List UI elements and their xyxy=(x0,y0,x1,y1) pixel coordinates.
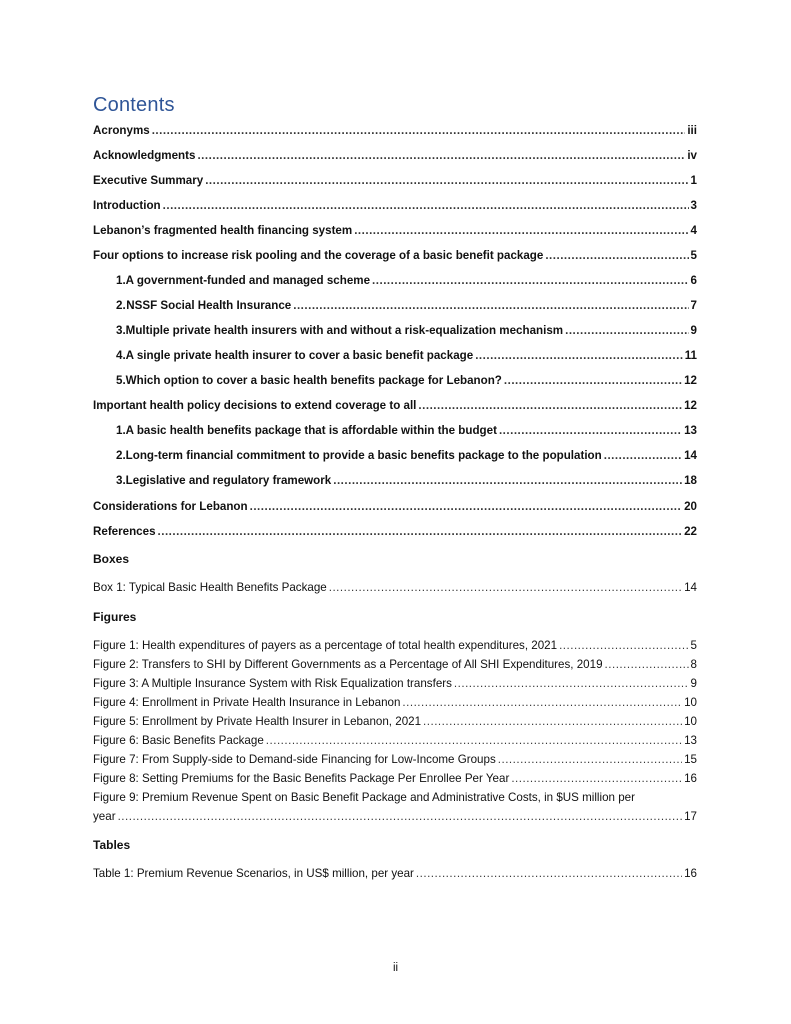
dot-leader xyxy=(354,224,688,238)
toc-entry-title: Introduction xyxy=(93,199,161,212)
dot-leader xyxy=(163,199,689,213)
toc-entry-page: 11 xyxy=(684,349,697,362)
toc-subentry-option-5[interactable] xyxy=(116,374,697,388)
toc-subentry-option-4[interactable] xyxy=(116,349,697,363)
list-item-figure-6[interactable] xyxy=(93,734,697,748)
dot-leader xyxy=(511,772,682,786)
list-item-page: 17 xyxy=(684,810,697,823)
toc-subentry-option-1[interactable] xyxy=(116,274,697,288)
list-item-table-1[interactable] xyxy=(93,867,697,881)
list-item-page: 8 xyxy=(690,658,697,671)
list-item-figure-4[interactable] xyxy=(93,696,697,710)
list-item-figure-9[interactable] xyxy=(93,810,697,824)
dot-leader xyxy=(293,299,688,313)
toc-entry-title: Acronyms xyxy=(93,124,150,137)
toc-entry-number: 2. xyxy=(116,299,126,312)
toc-entry-title: Legislative and regulatory framework xyxy=(125,474,332,487)
toc-entry-page: 12 xyxy=(684,374,697,387)
list-item-page: 16 xyxy=(684,772,697,785)
dot-leader xyxy=(454,677,689,691)
contents-heading: Contents xyxy=(93,94,175,116)
toc-entry-title: A government-funded and managed scheme xyxy=(125,274,371,287)
toc-entry-four-options[interactable] xyxy=(93,249,697,263)
toc-entry-considerations[interactable] xyxy=(93,500,697,514)
toc-entry-title: Important health policy decisions to extend coverage to all xyxy=(93,399,417,412)
list-item-figure-7[interactable] xyxy=(93,753,697,767)
list-item-figure-8[interactable] xyxy=(93,772,697,786)
tables-section-heading: Tables xyxy=(93,838,131,852)
list-item-page: 14 xyxy=(684,581,697,594)
dot-leader xyxy=(504,374,682,388)
toc-entry-title: A basic health benefits package that is affordable within the budget xyxy=(125,424,497,437)
dot-leader xyxy=(499,424,682,438)
toc-entry-acknowledgments[interactable] xyxy=(93,149,697,163)
toc-entry-title: Executive Summary xyxy=(93,174,204,187)
list-item-title: Figure 5: Enrollment by Private Health Insurer in Lebanon, 2021 xyxy=(93,715,422,728)
toc-entry-title: A single private health insurer to cover a basic benefit package xyxy=(125,349,474,362)
toc-entry-title: NSSF Social Health Insurance xyxy=(126,299,292,312)
boxes-section-heading: Boxes xyxy=(93,552,130,566)
toc-entry-title: Multiple private health insurers with and without a risk-equalization mechanism xyxy=(125,324,564,337)
toc-entry-title: Long-term financial commitment to provide a basic benefits package to the population xyxy=(125,449,602,462)
list-item-page: 16 xyxy=(684,867,697,880)
toc-entry-number: 1. xyxy=(116,424,126,437)
toc-entry-page: 14 xyxy=(684,449,697,462)
dot-leader xyxy=(402,696,682,710)
list-item-title: Figure 3: A Multiple Insurance System with Risk Equalization transfers xyxy=(93,677,452,690)
dot-leader xyxy=(197,149,685,163)
toc-entry-page: 13 xyxy=(684,424,697,437)
toc-entry-page: 4 xyxy=(690,224,697,237)
dot-leader xyxy=(559,639,688,653)
toc-entry-page: 6 xyxy=(690,274,697,287)
list-item-figure-9-line1[interactable]: Figure 9: Premium Revenue Spent on Basic Benefit Package and Administrative Costs, in $US million per xyxy=(93,791,635,804)
dot-leader xyxy=(423,715,682,729)
toc-entry-page: 3 xyxy=(690,199,697,212)
list-item-figure-1[interactable] xyxy=(93,639,697,653)
toc-entry-references[interactable] xyxy=(93,525,697,539)
toc-entry-page: iv xyxy=(687,149,697,162)
toc-entry-number: 1. xyxy=(116,274,126,287)
toc-entry-page: iii xyxy=(687,124,697,137)
page-number: ii xyxy=(392,962,399,974)
toc-subentry-decision-2[interactable] xyxy=(116,449,697,463)
toc-entry-fragmented-system[interactable] xyxy=(93,224,697,238)
toc-subentry-decision-3[interactable] xyxy=(116,474,697,488)
toc-entry-policy-decisions[interactable] xyxy=(93,399,697,413)
dot-leader xyxy=(152,124,686,138)
toc-subentry-option-2[interactable] xyxy=(116,299,697,313)
dot-leader xyxy=(266,734,682,748)
toc-entry-page: 9 xyxy=(690,324,697,337)
toc-entry-number: 3. xyxy=(116,324,126,337)
toc-subentry-option-3[interactable] xyxy=(116,324,697,338)
list-item-page: 5 xyxy=(690,639,697,652)
dot-leader xyxy=(118,810,683,824)
dot-leader xyxy=(565,324,688,338)
dot-leader xyxy=(205,174,688,188)
dot-leader xyxy=(545,249,688,263)
toc-entry-page: 18 xyxy=(684,474,697,487)
list-item-title: Figure 7: From Supply-side to Demand-side Financing for Low-Income Groups xyxy=(93,753,496,766)
toc-entry-page: 12 xyxy=(684,399,697,412)
toc-entry-title: Considerations for Lebanon xyxy=(93,500,248,513)
toc-entry-title: Acknowledgments xyxy=(93,149,196,162)
toc-entry-title: References xyxy=(93,525,156,538)
dot-leader xyxy=(498,753,682,767)
list-item-title: Figure 6: Basic Benefits Package xyxy=(93,734,264,747)
list-item-title: year xyxy=(93,810,116,823)
dot-leader xyxy=(333,474,682,488)
toc-entry-number: 2. xyxy=(116,449,126,462)
figures-section-heading: Figures xyxy=(93,610,137,624)
toc-entry-page: 5 xyxy=(690,249,697,262)
toc-entry-number: 3. xyxy=(116,474,126,487)
toc-entry-executive-summary[interactable] xyxy=(93,174,697,188)
dot-leader xyxy=(158,525,683,539)
list-item-title: Figure 1: Health expenditures of payers as a percentage of total health expenditures, 2021 xyxy=(93,639,558,652)
list-item-page: 10 xyxy=(684,696,697,709)
list-item-title: Table 1: Premium Revenue Scenarios, in US$ million, per year xyxy=(93,867,414,880)
list-item-figure-3[interactable] xyxy=(93,677,697,691)
list-item-page: 9 xyxy=(690,677,697,690)
list-item-page: 15 xyxy=(684,753,697,766)
list-item-figure-2[interactable] xyxy=(93,658,697,672)
toc-entry-title: Four options to increase risk pooling and the coverage of a basic benefit package xyxy=(93,249,544,262)
dot-leader xyxy=(475,349,683,363)
toc-entry-page: 7 xyxy=(690,299,697,312)
dot-leader xyxy=(604,449,682,463)
dot-leader xyxy=(329,581,682,595)
dot-leader xyxy=(250,500,683,514)
list-item-box-1[interactable] xyxy=(93,581,697,595)
toc-subentry-decision-1[interactable] xyxy=(116,424,697,438)
toc-entry-number: 5. xyxy=(116,374,126,387)
dot-leader xyxy=(418,399,682,413)
toc-entry-page: 20 xyxy=(684,500,697,513)
toc-entry-page: 22 xyxy=(684,525,697,538)
toc-entry-number: 4. xyxy=(116,349,126,362)
dot-leader xyxy=(605,658,689,672)
list-item-title: Figure 8: Setting Premiums for the Basic Benefits Package Per Enrollee Per Year xyxy=(93,772,510,785)
dot-leader xyxy=(416,867,682,881)
list-item-figure-5[interactable] xyxy=(93,715,697,729)
toc-entry-introduction[interactable] xyxy=(93,199,697,213)
dot-leader xyxy=(372,274,689,288)
toc-entry-page: 1 xyxy=(690,174,697,187)
list-item-title: Figure 2: Transfers to SHI by Different Governments as a Percentage of All SHI Expenditures, 2019 xyxy=(93,658,603,671)
list-item-title: Box 1: Typical Basic Health Benefits Package xyxy=(93,581,327,594)
toc-entry-title: Which option to cover a basic health benefits package for Lebanon? xyxy=(125,374,502,387)
list-item-page: 10 xyxy=(684,715,697,728)
toc-entry-acronyms[interactable] xyxy=(93,124,697,138)
list-item-page: 13 xyxy=(684,734,697,747)
list-item-title: Figure 4: Enrollment in Private Health Insurance in Lebanon xyxy=(93,696,401,709)
toc-entry-title: Lebanon’s fragmented health financing system xyxy=(93,224,353,237)
